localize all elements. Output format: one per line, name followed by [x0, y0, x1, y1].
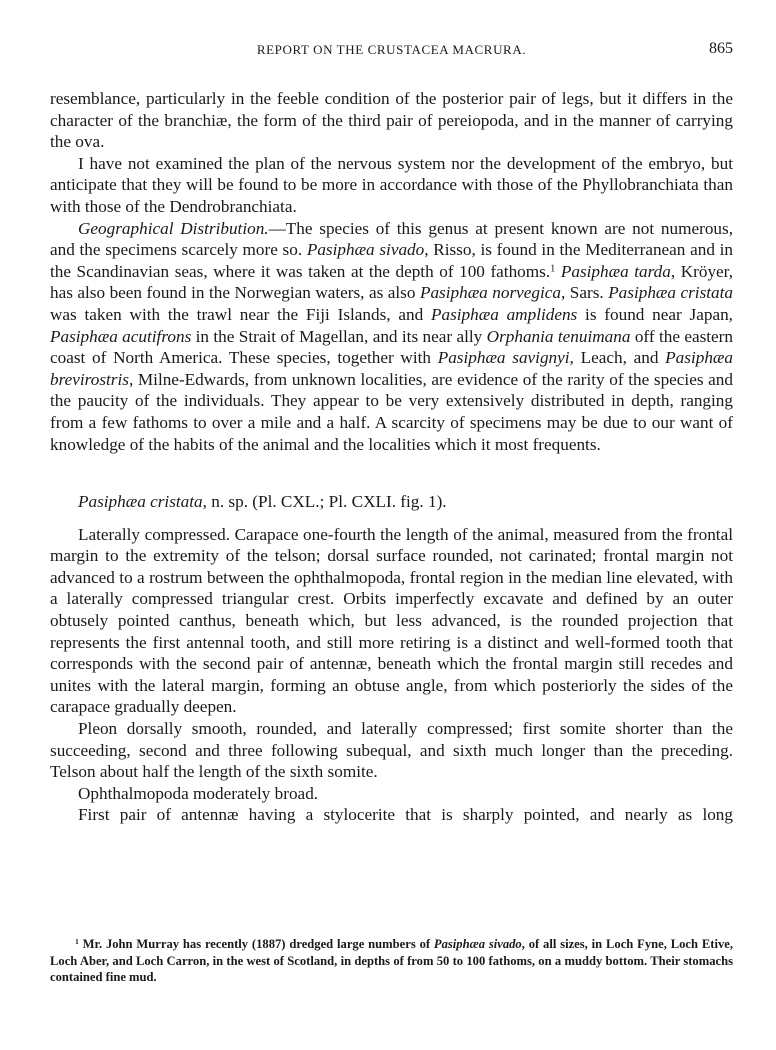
running-head	[50, 42, 733, 62]
species-name: Pasiphæa norvegica	[419, 283, 561, 303]
paragraph-geographical-distribution: Geographical Distribution.—The species of this genus at present known are not numerous, and the specimens scarcely more so. Pasiphæa sivado, Risso, is found in the Mediterranean and in the Scandinavian seas, where it was taken at the depth of 100 fathoms.$^1$ Pasiphæa tarda, Kröyer, has also been found in the Norwegian waters, as also Pasiphæa norvegica, Sars. Pasiphæa cristata was taken with the trawl near the Fiji Islands, and Pasiphæa amplidens is found near Japan, Pasiphæa acutifrons in the Strait of Magellan, and its near ally Orphania tenuimana off the eastern coast of North America. These species, together with Pasiphæa savignyi, Leach, and Pasiphæa brevirostris, Milne-Edwards, from unknown localities, are evidence of the rarity of the species and the paucity of the individuals. They appear to be very extensively distributed in depth, ranging from a few fathoms to over a mile and a half. A scarcity of specimens may be due to our want of knowledge of the habits of the animal and the localities which it most frequents.	[50, 218, 734, 454]
species-name: Pasiphæa brevirostris	[50, 348, 733, 389]
paragraph-antennae: First pair of antennæ having a stylocerite that is sharply pointed, and nearly as long	[78, 805, 733, 825]
paragraph-carapace: Laterally compressed. Carapace one-fourth the length of the animal, measured from the frontal margin to the extremity of the telson; dorsal surface rounded, not carinated; frontal margin not advanced to a rostrum between the ophthalmopoda, frontal region in the median line elevated, with a laterally compressed triangular crest. Orbits imperfectly excavate and defined by an outer obtusely pointed canthus, beneath which, but less advanced, is the rounded projection that represents the first antennal tooth, and still more retiring is a distinct and well-formed tooth that corresponds with the second pair of antennæ, beneath which the frontal margin still recedes and unites with the lateral margin, forming an obtuse angle, from which posteriorly the sides of the carapace gradually deepen.	[50, 524, 733, 717]
body-text	[50, 88, 733, 826]
species-name: Pasiphæa cristata	[608, 283, 734, 303]
footnote	[50, 936, 733, 986]
page-number: 865	[709, 40, 733, 57]
footnote-reference: 1	[550, 263, 556, 275]
footnote-marker: 1	[75, 936, 79, 946]
footnote-text: $^1$ Mr. John Murray has recently (1887) dredged large numbers of Pasiphæa sivado, of all sizes, in Loch Fyne, Loch Etive, Loch Aber, and Loch Carron, in the west of Scotland, in depths of from 50 to 100 fathoms, on a muddy bottom. Their stomachs contained fine mud.	[50, 936, 733, 984]
species-name: Pasiphæa savignyi	[437, 348, 570, 368]
species-heading	[50, 491, 733, 513]
species-name: Pasiphæa sivado	[433, 937, 522, 951]
species-name: Pasiphæa amplidens	[431, 304, 578, 324]
species-name: Pasiphæa tarda	[560, 261, 671, 281]
paragraph-pleon: Pleon dorsally smooth, rounded, and laterally compressed; first somite shorter than the succeeding, second and three following subequal, and sixth much longer than the preceding. Telson about half the length of the sixth somite.	[50, 719, 733, 782]
species-heading-name: Pasiphæa cristata	[78, 492, 203, 512]
species-name: Pasiphæa sivado	[306, 240, 425, 260]
species-name: Orphania tenuimana	[486, 326, 631, 346]
running-title: REPORT ON THE CRUSTACEA MACRURA.	[256, 42, 527, 57]
paragraph-nervous-system: I have not examined the plan of the nervous system nor the development of the embryo, but anticipate that they will be found to be more in accordance with those of the Phyllobranchiata than with those of the Dendrobranchiata.	[50, 153, 733, 216]
section-heading-geographical-distribution: Geographical Distribution.	[78, 218, 269, 238]
paragraph-continuation: resemblance, particularly in the feeble condition of the posterior pair of legs, but it differs in the character of the branchiæ, the form of the third pair of pereiopoda, and in the manner of carrying the ova.	[50, 89, 733, 152]
paragraph-ophthalmopoda: Ophthalmopoda moderately broad.	[78, 783, 319, 803]
species-heading-plates: , n. sp. (Pl. CXL.; Pl. CXLI. fig. 1).	[202, 492, 447, 512]
species-name: Pasiphæa acutifrons	[50, 326, 192, 346]
